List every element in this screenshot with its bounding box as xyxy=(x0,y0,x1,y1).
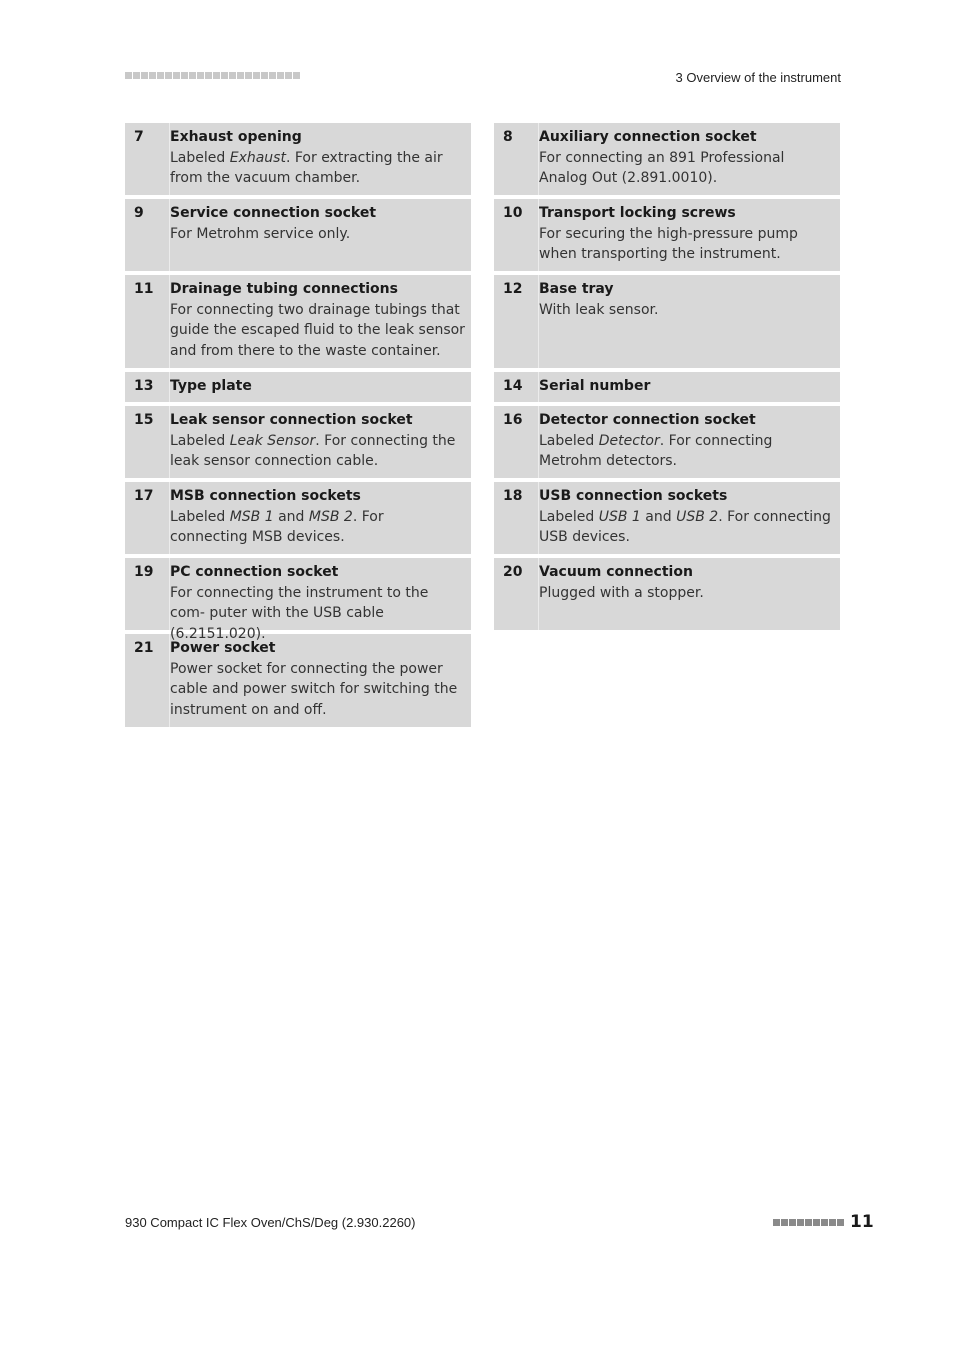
item-title: Transport locking screws xyxy=(539,205,736,221)
item-body xyxy=(539,123,840,195)
item-number: 10 xyxy=(494,199,539,271)
item-description: Labeled MSB 1 and MSB 2. For connecting MSB devices. xyxy=(170,508,384,546)
legend-item xyxy=(125,275,471,368)
item-number: 19 xyxy=(125,558,170,630)
item-body xyxy=(539,199,840,271)
item-body xyxy=(170,275,471,368)
page-footer xyxy=(773,1212,874,1232)
item-body xyxy=(539,482,840,554)
item-title: Leak sensor connection socket xyxy=(170,412,413,428)
item-title: MSB connection sockets xyxy=(170,488,361,504)
item-body xyxy=(539,372,840,402)
item-number: 15 xyxy=(125,406,170,478)
item-description: Labeled Detector. For connecting Metrohm detectors. xyxy=(539,432,773,470)
item-title: Exhaust opening xyxy=(170,129,302,145)
legend-item xyxy=(125,199,471,271)
item-description: Power socket for connecting the power cable and power switch for switching the instrument on and off. xyxy=(170,660,458,719)
item-body xyxy=(539,275,840,368)
item-body xyxy=(170,406,471,478)
legend-item xyxy=(125,482,471,554)
item-title: Power socket xyxy=(170,640,276,656)
item-description: Labeled Exhaust. For extracting the air from the vacuum chamber. xyxy=(170,149,443,187)
item-description: For Metrohm service only. xyxy=(170,225,351,242)
item-title: Vacuum connection xyxy=(539,564,693,580)
item-description: For connecting the instrument to the com- puter with the USB cable (6.2151.020). xyxy=(170,584,429,643)
item-title: USB connection sockets xyxy=(539,488,728,504)
legend-item xyxy=(125,406,471,478)
item-number: 17 xyxy=(125,482,170,554)
item-body xyxy=(170,558,471,643)
footer-decoration xyxy=(773,1219,844,1226)
item-body xyxy=(170,123,471,195)
item-title: Detector connection socket xyxy=(539,412,756,428)
item-description: For securing the high-pressure pump when transporting the instrument. xyxy=(539,225,798,263)
item-title: PC connection socket xyxy=(170,564,339,580)
item-number: 13 xyxy=(125,372,170,402)
item-body xyxy=(170,199,471,271)
item-number: 20 xyxy=(494,558,539,630)
item-body xyxy=(170,372,471,402)
legend-item xyxy=(494,558,840,630)
legend-item xyxy=(494,123,840,195)
legend-item xyxy=(494,482,840,554)
item-body xyxy=(539,558,840,630)
item-body xyxy=(539,406,840,478)
legend-item xyxy=(125,558,471,643)
legend-item xyxy=(494,372,840,402)
legend-item xyxy=(125,634,471,727)
item-number: 9 xyxy=(125,199,170,271)
legend-item xyxy=(494,406,840,478)
product-name: 930 Compact IC Flex Oven/ChS/Deg (2.930.2260) xyxy=(125,1215,416,1230)
item-description: For connecting an 891 Professional Analog Out (2.891.0010). xyxy=(539,149,785,187)
item-number: 18 xyxy=(494,482,539,554)
section-title: 3 Overview of the instrument xyxy=(675,70,841,85)
item-number: 16 xyxy=(494,406,539,478)
legend-item xyxy=(125,372,471,402)
item-title: Base tray xyxy=(539,281,614,297)
legend-item xyxy=(494,275,840,368)
item-number: 12 xyxy=(494,275,539,368)
item-body xyxy=(170,482,471,554)
legend-column-right xyxy=(494,123,840,634)
item-description: Plugged with a stopper. xyxy=(539,584,704,601)
item-title: Drainage tubing connections xyxy=(170,281,398,297)
item-description: Labeled USB 1 and USB 2. For connecting USB devices. xyxy=(539,508,831,546)
legend-item xyxy=(125,123,471,195)
item-body xyxy=(170,634,471,727)
item-number: 11 xyxy=(125,275,170,368)
item-number: 8 xyxy=(494,123,539,195)
header-decoration xyxy=(125,72,300,79)
legend-column-left xyxy=(125,123,471,731)
item-title: Service connection socket xyxy=(170,205,377,221)
item-description: With leak sensor. xyxy=(539,301,659,318)
page-number: 11 xyxy=(850,1212,874,1232)
item-number: 14 xyxy=(494,372,539,402)
item-number: 7 xyxy=(125,123,170,195)
item-title: Auxiliary connection socket xyxy=(539,129,757,145)
item-title: Type plate xyxy=(170,378,252,394)
item-title: Serial number xyxy=(539,378,651,394)
item-description: Labeled Leak Sensor. For connecting the leak sensor connection cable. xyxy=(170,432,456,470)
item-description: For connecting two drainage tubings that guide the escaped fluid to the leak sensor and from there to the waste container. xyxy=(170,301,465,360)
item-number: 21 xyxy=(125,634,170,727)
legend-item xyxy=(494,199,840,271)
